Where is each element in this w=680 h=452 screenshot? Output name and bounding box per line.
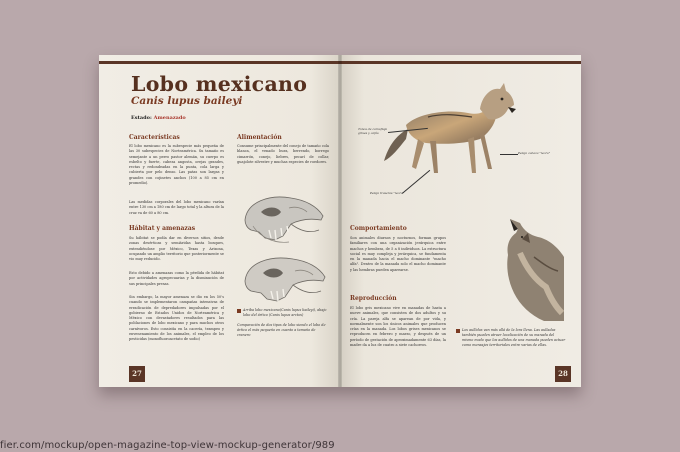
caption-bullet xyxy=(237,309,241,313)
paragraph-reproduccion: El lobo gris mexicano vive en manadas de hasta a nueve animales, que consisten de dos adultos y su cría. La pareja alfa se aparean de por vida, y normalmente son los únicos animales que producen crías en la manada. Los lobos grises mexicanos se reproducen en febrero y marzo, y después de un período de gestación de aproximadamente 63 días, la madre da a luz de cuatro a siete cachorros. xyxy=(350,306,446,348)
conservation-status xyxy=(131,115,186,121)
heading-comportamiento: Comportamiento xyxy=(350,225,407,232)
heading-caracteristicas: Características xyxy=(129,134,180,141)
paragraph-habitat-3: Sin embargo, la mayor amenaza se dio en los 50's cuando se implementaron campañas intensivas de erradicación de depredadores impulsadas por el gobierno de Estados Unidos de Norteamérica y México con devastadores resultados para las poblaciones de lobo mexicano y para muchos otros carnívoros. Esto consistía en la cacería, trampeo y envenenamiento de los animales, el empleo de los pesticidas (monofluoroacetato de sodio) xyxy=(129,295,224,342)
label-pelaje-traseras: Pelaje traseras "leora" xyxy=(370,191,405,195)
scientific-name: Canis lupus baileyi xyxy=(131,95,243,107)
leader-line-cabeza xyxy=(500,154,518,155)
top-accent-bar-right xyxy=(340,61,581,64)
paragraph-caracteristicas-2: Las medidas corporales del lobo mexicano varían entre 130 cm a 180 cm de largo total y la altura de la cruz va de 60 a 80 cm. xyxy=(129,200,224,215)
heading-reproduccion: Reproducción xyxy=(350,295,397,302)
page-number-left: 27 xyxy=(129,366,145,382)
label-tonos-camuflaje: Tonos de camuflaje grises y cafés xyxy=(358,127,388,135)
paragraph-comportamiento: Son animales diurnos y nocturnos, forman grupos familiares con una organización jerárquica entre machos y hembras, de 5 a 8 individuos. La estructura social es muy compleja y jerárquica, se fundamenta en la manada hacia el macho dominante "macho alfa". Dentro de la manada solo el macho dominante y las hembras pueden aparearse. xyxy=(350,236,446,272)
label-pelaje-cabeza: Pelaje cabeza "leora" xyxy=(518,151,551,155)
right-page xyxy=(340,55,581,387)
heading-alimentacion: Alimentación xyxy=(237,134,282,141)
watermark-url: fier.com/mockup/open-magazine-top-view-mockup-generator/989 xyxy=(0,440,335,451)
skull-comparison-note: Comparación de dos tipos de lobo siendo el lobo de ártico el más pequeño en cuanto a tamaño de cranero xyxy=(237,323,326,337)
skull-mexican-wolf-illustration xyxy=(239,190,329,248)
skull-arctic-wolf-illustration xyxy=(239,249,331,307)
caption-bullet-right xyxy=(456,329,460,333)
paragraph-caracteristicas-1: El lobo mexicano es la subespecie más pequeña de las 30 subespecies de Norteamérica. Su tamaño es semejante a un perro pastor alemán, su cuerpo es esbelto y fuerte, cabeza angosta, orejas grandes, rectas y redondeadas en la punta, cola larga y cubierta por pelo denso. Las patas son largas y grandes con cojinetes anchos (100 a 85 cm en promedio). xyxy=(129,144,224,186)
wolf-standing-illustration xyxy=(368,77,518,182)
howl-caption: Los aullidos van más allá de la lora llena. Las aulladas también pueden atraer localización de su manada del mismo modo que los aullidos de una manada pueden actuar como mensajes territoriales entre varias de ellas. xyxy=(462,328,566,347)
skull-caption: Arriba lobo mexicano(Canis lupus baileyi), abajo lobo del ártico (Canis lupus arctos) xyxy=(243,308,327,317)
left-page xyxy=(99,55,340,387)
magazine-spread xyxy=(99,55,581,387)
top-accent-bar xyxy=(99,61,340,64)
paragraph-habitat-2: Esto debido a amenazas como la pérdida de hábitat por actividades agropecuarias y la disminución de sus principales presas. xyxy=(129,271,224,286)
status-label: Estado: xyxy=(131,115,152,121)
heading-habitat: Hábitat y amenazas xyxy=(129,225,196,232)
page-number-right: 28 xyxy=(555,366,571,382)
paragraph-alimentacion: Consume principalmente del conejo de tamaño cola blanca, el venado bura, berrendo, borrego cimarrón, conejo, liebres, pecarí de collar, guajolote silvestre y muchas especies de roedores. xyxy=(237,144,329,164)
spine-shadow xyxy=(338,55,342,387)
paragraph-habitat-1: Su hábitat se podía dar en diversos sitios, desde zonas desérticas y semiáridas hasta bosques, extendiéndose por México, Texas y Arizona, ocupando un amplio territorio que posteriormente se vio muy reducido. xyxy=(129,236,224,262)
page-title: Lobo mexicano xyxy=(131,72,308,96)
wolf-howling-illustration xyxy=(500,217,564,323)
status-value: Amenazado xyxy=(153,115,186,121)
